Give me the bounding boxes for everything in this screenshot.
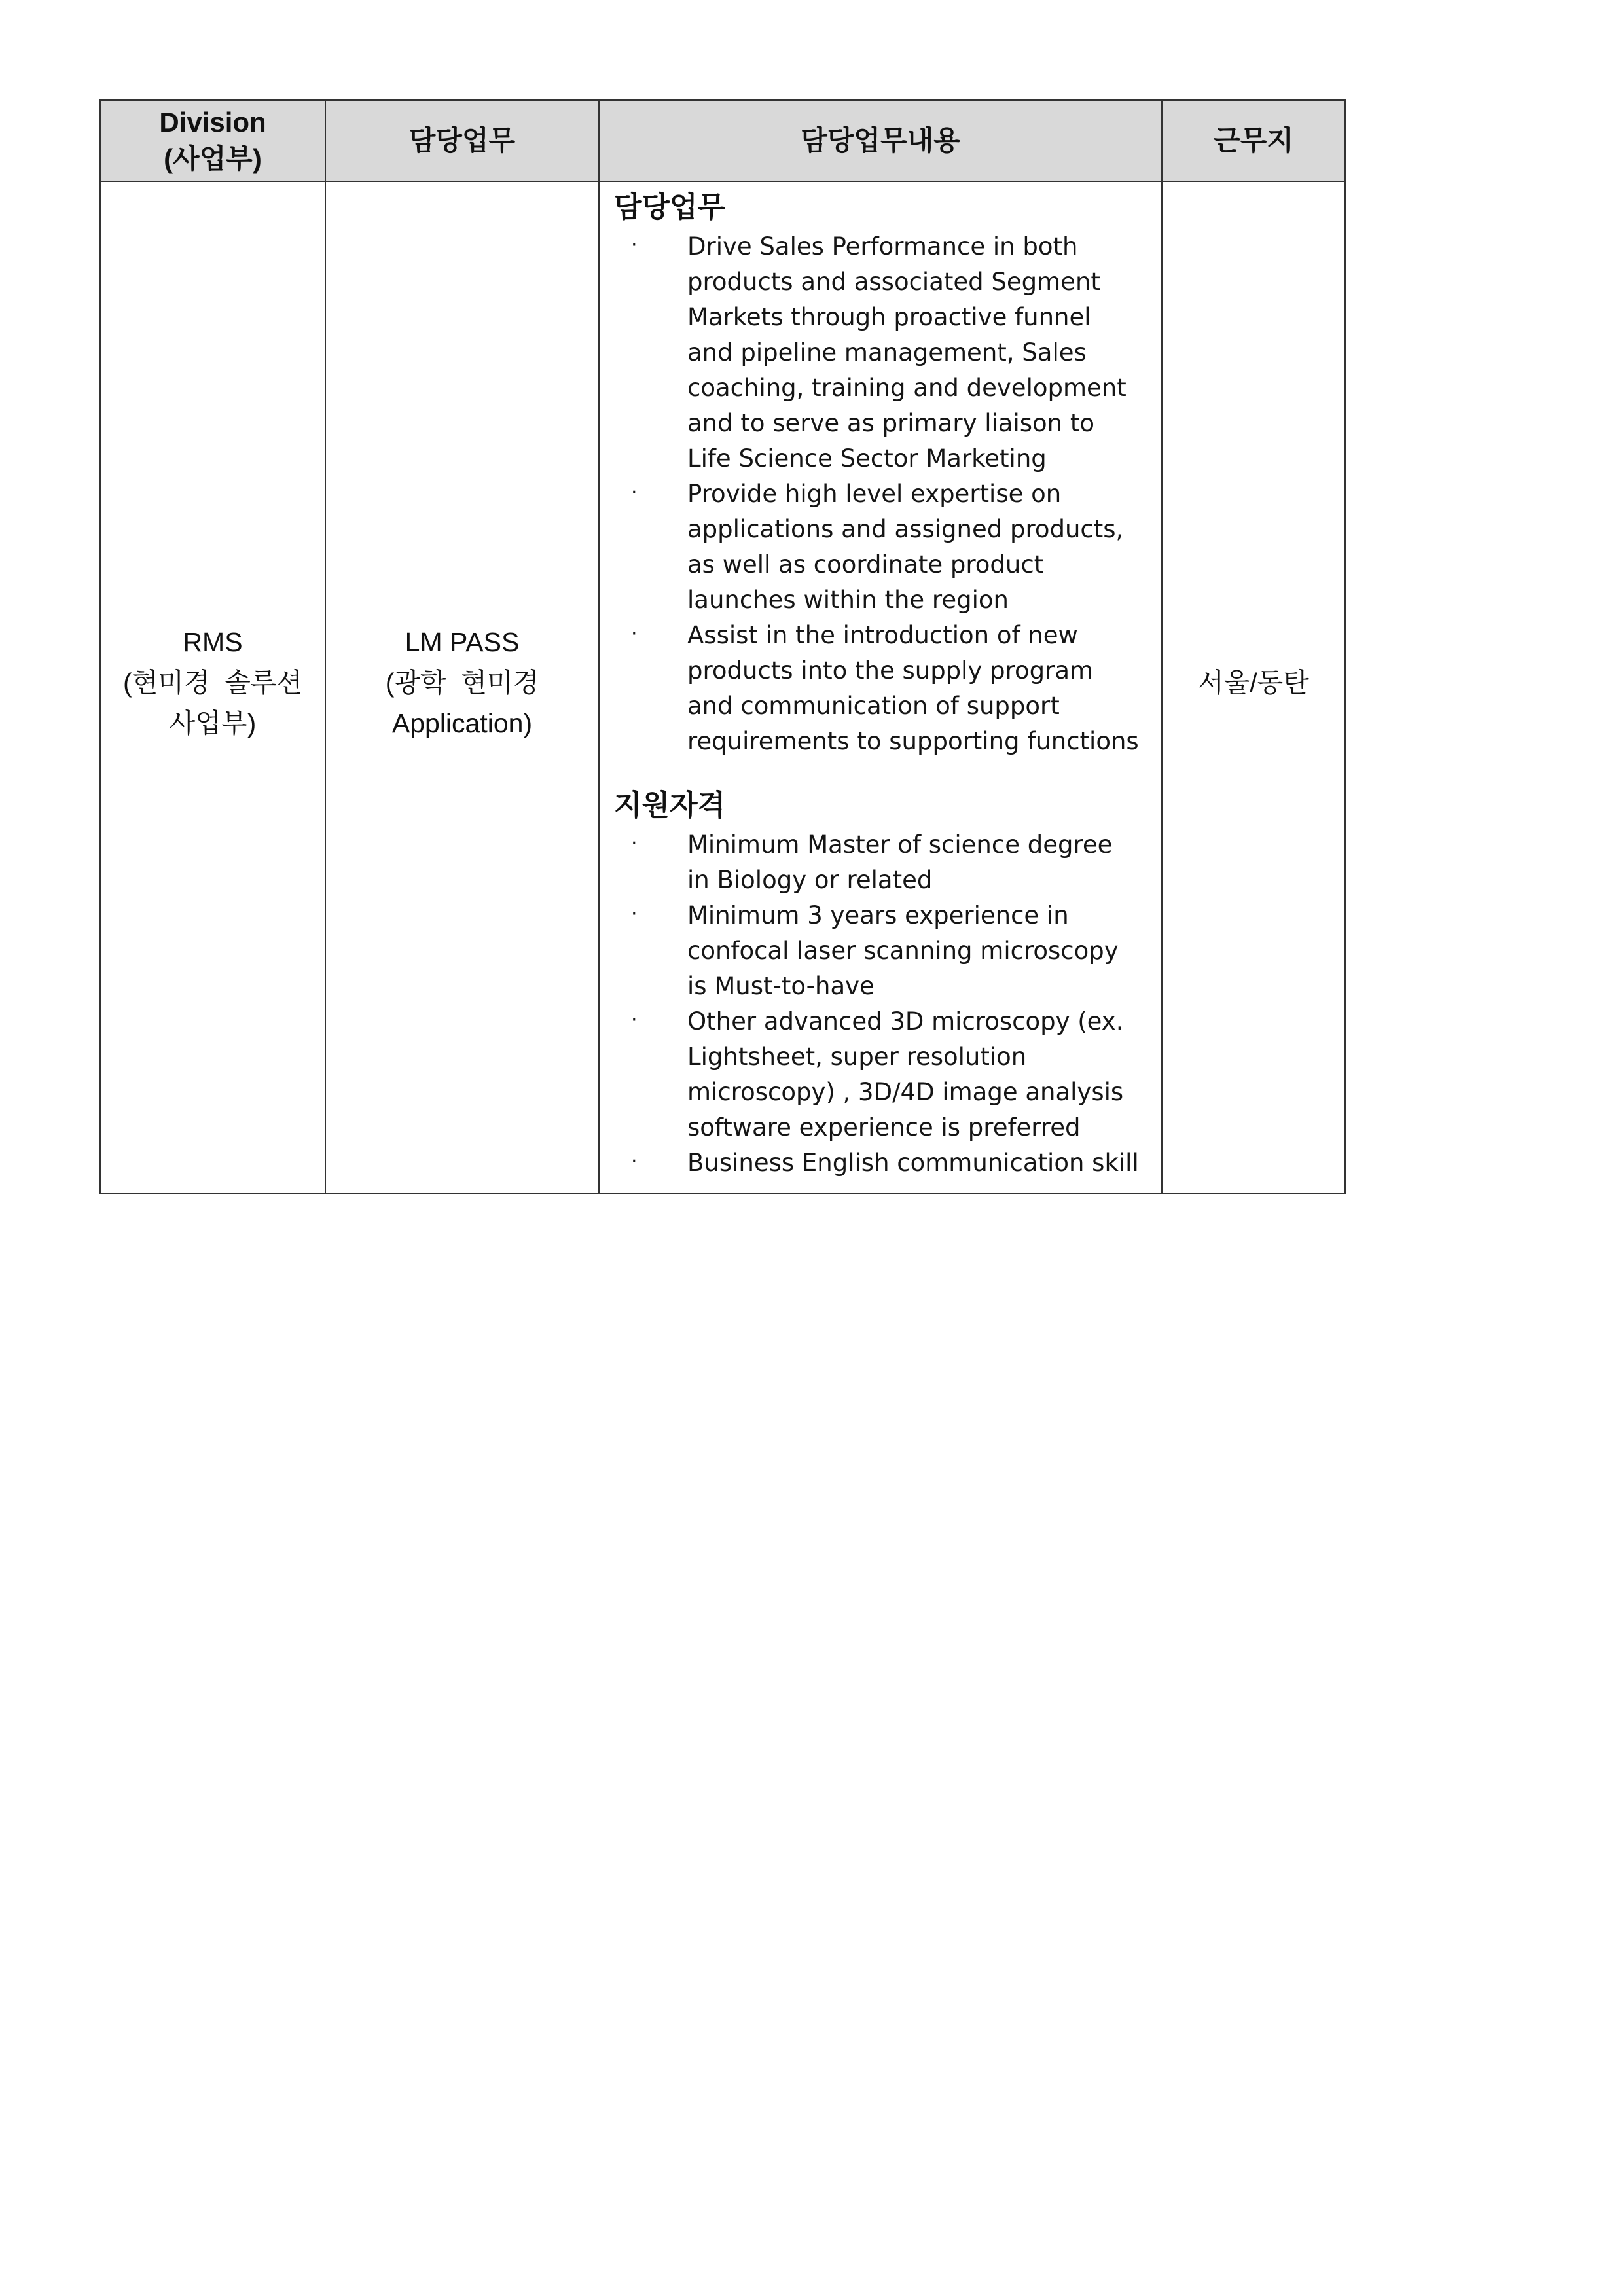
responsibilities-list xyxy=(614,229,1142,759)
qualifications-title: 지원자격 xyxy=(614,789,726,821)
header-location: 근무지 xyxy=(1162,100,1345,181)
bullet-icon: · xyxy=(631,622,638,645)
division-cell xyxy=(100,181,325,1193)
responsibilities-title: 담당업무 xyxy=(614,191,726,223)
duty-line1: LM PASS xyxy=(405,627,520,657)
bullet-icon: · xyxy=(631,903,638,925)
responsibility-text: Provide high level expertise on applications and assigned products, as well as coordinate product launches within the region xyxy=(687,480,1124,614)
bullet-icon: · xyxy=(631,481,638,504)
location-cell xyxy=(1162,181,1345,1193)
list-item xyxy=(614,476,1142,618)
qualifications-list xyxy=(614,827,1142,1181)
qualification-text: Other advanced 3D microscopy (ex. Lightsheet, super resolution microscopy) , 3D/4D image analysis software experience is preferred xyxy=(687,1007,1124,1141)
header-division-line1: Division xyxy=(159,107,266,137)
list-item xyxy=(614,827,1142,898)
list-item xyxy=(614,1145,1142,1181)
list-item xyxy=(614,229,1142,476)
qualification-text: Minimum 3 years experience in confocal laser scanning microscopy is Must-to-have xyxy=(687,901,1119,1000)
bullet-icon: · xyxy=(631,1009,638,1031)
duty-line2: (광학 현미경 xyxy=(385,668,539,698)
duty-cell xyxy=(325,181,599,1193)
header-duty-details: 담당업무내용 xyxy=(599,100,1162,181)
qualification-text: Minimum Master of science degree in Biology or related xyxy=(687,831,1113,894)
responsibility-text: Assist in the introduction of new products into the supply program and communication of support requirements to supporting functions xyxy=(687,621,1139,755)
job-posting-table xyxy=(99,99,1346,1194)
location-text: 서울/동탄 xyxy=(1198,668,1309,698)
qualification-text: Business English communication skill xyxy=(687,1149,1139,1177)
table-header-row xyxy=(100,100,1345,181)
list-item xyxy=(614,898,1142,1004)
duty-line3: Application) xyxy=(391,708,533,738)
header-division-line2: (사업부) xyxy=(164,143,262,174)
division-line1: RMS xyxy=(183,627,243,657)
header-duty: 담당업무 xyxy=(325,100,599,181)
division-line3: 사업부) xyxy=(169,708,257,738)
bullet-icon: · xyxy=(631,234,638,257)
division-line2: (현미경 솔루션 xyxy=(122,668,303,698)
bullet-icon: · xyxy=(631,1150,638,1173)
responsibility-text: Drive Sales Performance in both products and associated Segment Markets through proactive funnel and pipeline management, Sales coaching, training and development and to serve as primary liaison to Life Science Sector Marketing xyxy=(687,232,1127,473)
header-division xyxy=(100,100,325,181)
duty-details-cell xyxy=(599,181,1162,1193)
list-item xyxy=(614,1004,1142,1145)
list-item xyxy=(614,618,1142,759)
bullet-icon: · xyxy=(631,832,638,855)
table-row xyxy=(100,181,1345,1193)
